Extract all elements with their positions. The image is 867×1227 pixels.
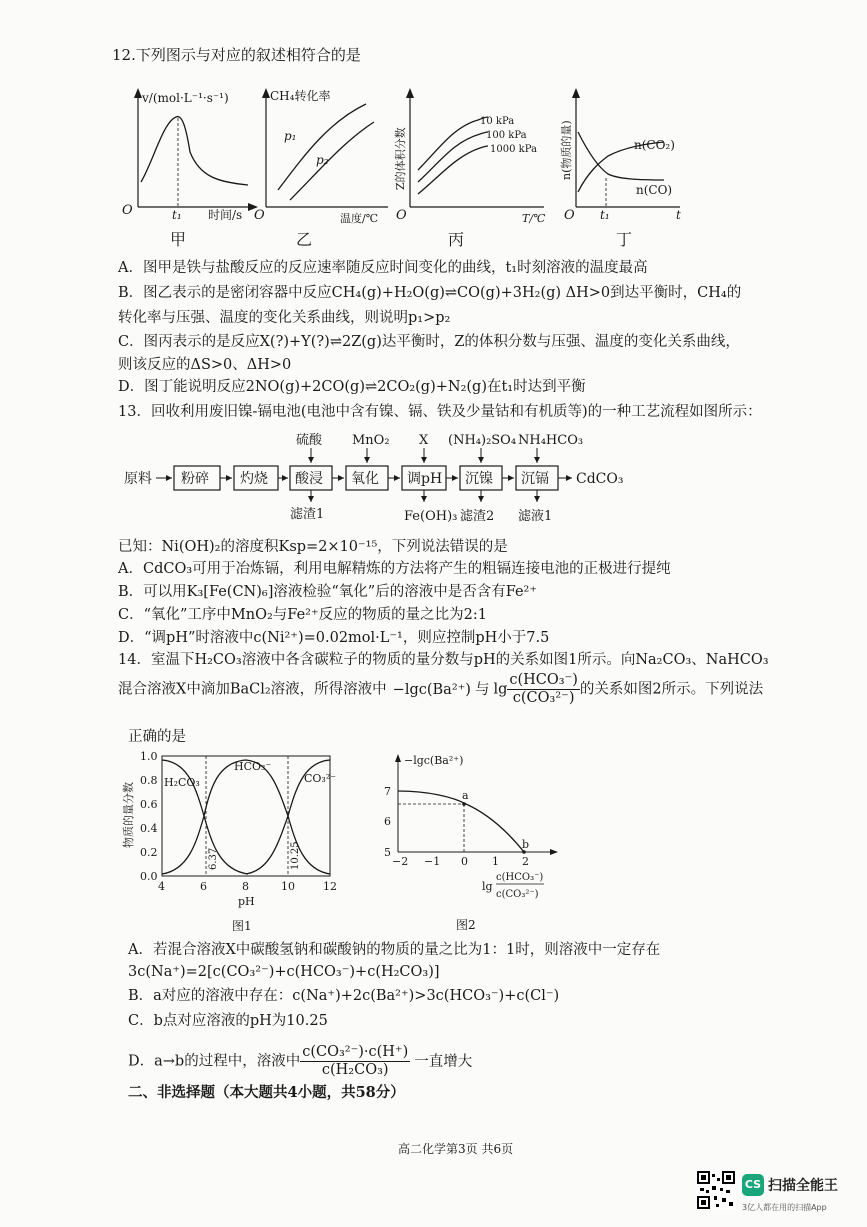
svg-text:滤液1: 滤液1: [518, 509, 553, 524]
q13-known: 已知：Ni(OH)₂的溶度积Ksp=2×10⁻¹⁵，下列说法错误的是: [118, 539, 508, 555]
scanner-slogan: 3亿人都在用的扫描App: [742, 1203, 827, 1212]
q14-option-d: D．a→b的过程中，溶液中 $\frac{\text{c(CO₃²⁻)·c(H⁺)}}{\text{c(H₂CO₃)}}$ 一直增大: [128, 1044, 473, 1078]
caption-ding: 丁: [616, 230, 633, 249]
svg-text:−1: −1: [424, 855, 441, 868]
q12-figures: [108, 82, 708, 254]
caption-bing: 丙: [448, 230, 465, 249]
section-2-heading: 二、非选择题（本大题共4小题，共58分）: [128, 1084, 405, 1101]
fig-ding: [559, 88, 681, 249]
svg-text:0.8: 0.8: [140, 774, 158, 787]
svg-text:MnO₂: MnO₂: [352, 433, 390, 448]
svg-text:a: a: [462, 789, 469, 802]
svg-text:n(CO₂): n(CO₂): [634, 138, 675, 152]
svg-text:O: O: [254, 208, 265, 223]
svg-text:−2: −2: [392, 855, 409, 868]
svg-text:1000 kPa: 1000 kPa: [490, 144, 537, 155]
svg-text:滤渣1: 滤渣1: [290, 507, 325, 522]
svg-text:p₁: p₁: [284, 129, 297, 143]
q14-stem-3: 正确的是: [128, 729, 186, 745]
q13-option-a: A．CdCO₃可用于冶炼镉，利用电解精炼的方法将产生的粗镉连接电池的正极进行提纯: [118, 561, 671, 577]
svg-text:b: b: [522, 838, 530, 851]
svg-text:物质的量分数: 物质的量分数: [122, 782, 135, 848]
flow-step-7: 沉镉: [521, 471, 549, 487]
svg-text:t: t: [676, 208, 681, 222]
svg-text:0: 0: [461, 855, 468, 868]
svg-text:5: 5: [384, 846, 391, 859]
svg-text:c(CO₃²⁻): c(CO₃²⁻): [496, 889, 539, 900]
q14-fig2: [378, 752, 578, 932]
svg-text:1.0: 1.0: [140, 750, 158, 763]
svg-text:−lgc(Ba²⁺): −lgc(Ba²⁺): [404, 754, 464, 767]
scanner-app-name: 扫描全能王: [768, 1178, 838, 1194]
svg-text:X: X: [419, 433, 429, 448]
flow-step-2: 灼烧: [240, 471, 268, 487]
fig-jia: [122, 88, 258, 249]
fig-jia-ylabel: v/(mol·L⁻¹·s⁻¹): [142, 91, 229, 105]
flow-step-1: 粉碎: [181, 471, 209, 487]
q12-option-b-1: B．图乙表示的是密闭容器中反应CH₄(g)+H₂O(g)⇌CO(g)+3H₂(g) ΔH>0到达平衡时，CH₄的: [118, 285, 742, 301]
svg-text:T/℃: T/℃: [522, 212, 546, 225]
q14-stem-2: 混合溶液X中滴加BaCl₂溶液，所得溶液中 −lgc(Ba²⁺) 与 lg $\frac{\text{c(HCO₃⁻)}}{\text{c(CO₃²⁻)}}$ 的关系如图2所示。下列说法: [118, 672, 764, 706]
svg-text:0.0: 0.0: [140, 870, 158, 883]
page-footer: 高二化学第3页 共6页: [398, 1142, 514, 1156]
svg-text:CO₃²⁻: CO₃²⁻: [304, 772, 337, 785]
svg-text:t₁: t₁: [172, 208, 182, 222]
caption-jia: 甲: [170, 230, 187, 249]
svg-text:O: O: [396, 208, 407, 223]
svg-text:O: O: [564, 208, 575, 223]
q13-option-c: C．“氧化”工序中MnO₂与Fe²⁺反应的物质的量之比为2:1: [118, 607, 487, 623]
qr-code-image: [696, 1170, 736, 1210]
svg-text:pH: pH: [238, 895, 255, 908]
q13-flowchart: [118, 426, 738, 526]
svg-text:NH₄HCO₃: NH₄HCO₃: [518, 433, 584, 448]
flow-step-3: 酸浸: [295, 471, 323, 487]
q12-option-b-2: 转化率与压强、温度的变化关系曲线，则说明p₁>p₂: [118, 310, 451, 326]
q12-stem: 12.下列图示与对应的叙述相符合的是: [112, 46, 361, 64]
q14-option-a-1: A．若混合溶液X中碳酸氢钠和碳酸钠的物质的量之比为1：1时，则溶液中一定存在: [128, 942, 661, 958]
fig-yi: [254, 88, 388, 249]
svg-text:10.25: 10.25: [290, 841, 301, 870]
fig2-caption: 图2: [456, 918, 476, 932]
flow-step-6: 沉镍: [465, 471, 493, 487]
flow-start: 原料: [124, 471, 152, 487]
svg-text:p₂: p₂: [316, 153, 329, 167]
svg-text:温度/℃: 温度/℃: [340, 212, 379, 225]
svg-text:100 kPa: 100 kPa: [486, 130, 527, 141]
svg-text:O: O: [122, 203, 133, 218]
q13-option-b: B．可以用K₃[Fe(CN)₆]溶液检验“氧化”后的溶液中是否含有Fe²⁺: [118, 584, 538, 600]
q12-option-d: D．图丁能说明反应2NO(g)+2CO(g)⇌2CO₂(g)+N₂(g)在t₁时达到平衡: [118, 379, 586, 395]
q12-option-c-1: C．图丙表示的是反应X(?)+Y(?)⇌2Z(g)达平衡时，Z的体积分数与压强、温度的变化关系曲线，: [118, 334, 740, 350]
svg-text:硫酸: 硫酸: [296, 433, 323, 448]
svg-text:CH₄转化率: CH₄转化率: [270, 89, 331, 103]
svg-text:8: 8: [242, 880, 249, 893]
svg-text:HCO₃⁻: HCO₃⁻: [234, 760, 272, 773]
svg-text:6: 6: [200, 880, 207, 893]
camscanner-logo-icon: CS: [742, 1174, 764, 1196]
svg-text:0.4: 0.4: [140, 822, 158, 835]
svg-text:c(HCO₃⁻): c(HCO₃⁻): [496, 872, 544, 883]
q12-option-c-2: 则该反应的ΔS>0、ΔH>0: [118, 357, 292, 373]
svg-text:n(物质的量): n(物质的量): [560, 120, 573, 180]
q13-option-d: D．“调pH”时溶液中c(Ni²⁺)=0.02mol·L⁻¹，则应控制pH小于7.5: [118, 630, 550, 646]
svg-text:Fe(OH)₃: Fe(OH)₃: [404, 509, 458, 524]
svg-text:0.6: 0.6: [140, 798, 158, 811]
q14-option-d-fraction: $\frac{\text{c(CO₃²⁻)·c(H⁺)}}{\text{c(H₂CO₃)}}$: [302, 1044, 409, 1078]
svg-text:10 kPa: 10 kPa: [480, 116, 515, 127]
svg-text:6.37: 6.37: [208, 847, 219, 870]
svg-text:n(CO): n(CO): [636, 183, 673, 197]
svg-text:Z的体积分数: Z的体积分数: [394, 127, 407, 190]
q12-option-a: A．图甲是铁与盐酸反应的反应速率随反应时间变化的曲线，t₁时刻溶液的温度最高: [118, 260, 648, 276]
svg-text:1: 1: [492, 855, 499, 868]
svg-text:6: 6: [384, 815, 391, 828]
q14-option-c: C．b点对应溶液的pH为10.25: [128, 1013, 328, 1029]
svg-text:lg: lg: [482, 880, 493, 893]
svg-text:t₁: t₁: [600, 208, 610, 222]
svg-text:滤渣2: 滤渣2: [460, 509, 495, 524]
svg-text:12: 12: [323, 880, 337, 893]
fig1-caption: 图1: [232, 919, 252, 933]
svg-text:4: 4: [158, 880, 165, 893]
q14-option-b: B．a对应的溶液中存在：c(Na⁺)+2c(Ba²⁺)>3c(HCO₃⁻)+c(Cl⁻): [128, 988, 560, 1004]
q14-stem-fraction: $\frac{\text{c(HCO₃⁻)}}{\text{c(CO₃²⁻)}}$: [509, 672, 578, 706]
svg-text:10: 10: [281, 880, 295, 893]
svg-text:2: 2: [522, 855, 529, 868]
q14-fig1: [118, 748, 348, 933]
q13-stem: 13．回收利用废旧镍-镉电池(电池中含有镍、镉、铁及少量钴和有机质等)的一种工艺流程如图所示：: [118, 404, 762, 420]
svg-text:0.2: 0.2: [140, 846, 158, 859]
svg-text:7: 7: [384, 785, 391, 798]
svg-text:(NH₄)₂SO₄: (NH₄)₂SO₄: [448, 433, 517, 448]
fig-bing: [393, 88, 546, 249]
flow-step-4: 氧化: [351, 471, 379, 487]
q14-option-a-2: 3c(Na⁺)=2[c(CO₃²⁻)+c(HCO₃⁻)+c(H₂CO₃)]: [128, 964, 440, 980]
svg-text:时间/s: 时间/s: [208, 208, 243, 222]
caption-yi: 乙: [296, 230, 313, 249]
svg-text:H₂CO₃: H₂CO₃: [164, 776, 200, 789]
flow-end: CdCO₃: [576, 471, 624, 487]
flow-step-5: 调pH: [407, 471, 443, 487]
q14-stem-1: 14．室温下H₂CO₃溶液中各含碳粒子的物质的量分数与pH的关系如图1所示。向Na₂CO₃、NaHCO₃: [118, 652, 769, 668]
